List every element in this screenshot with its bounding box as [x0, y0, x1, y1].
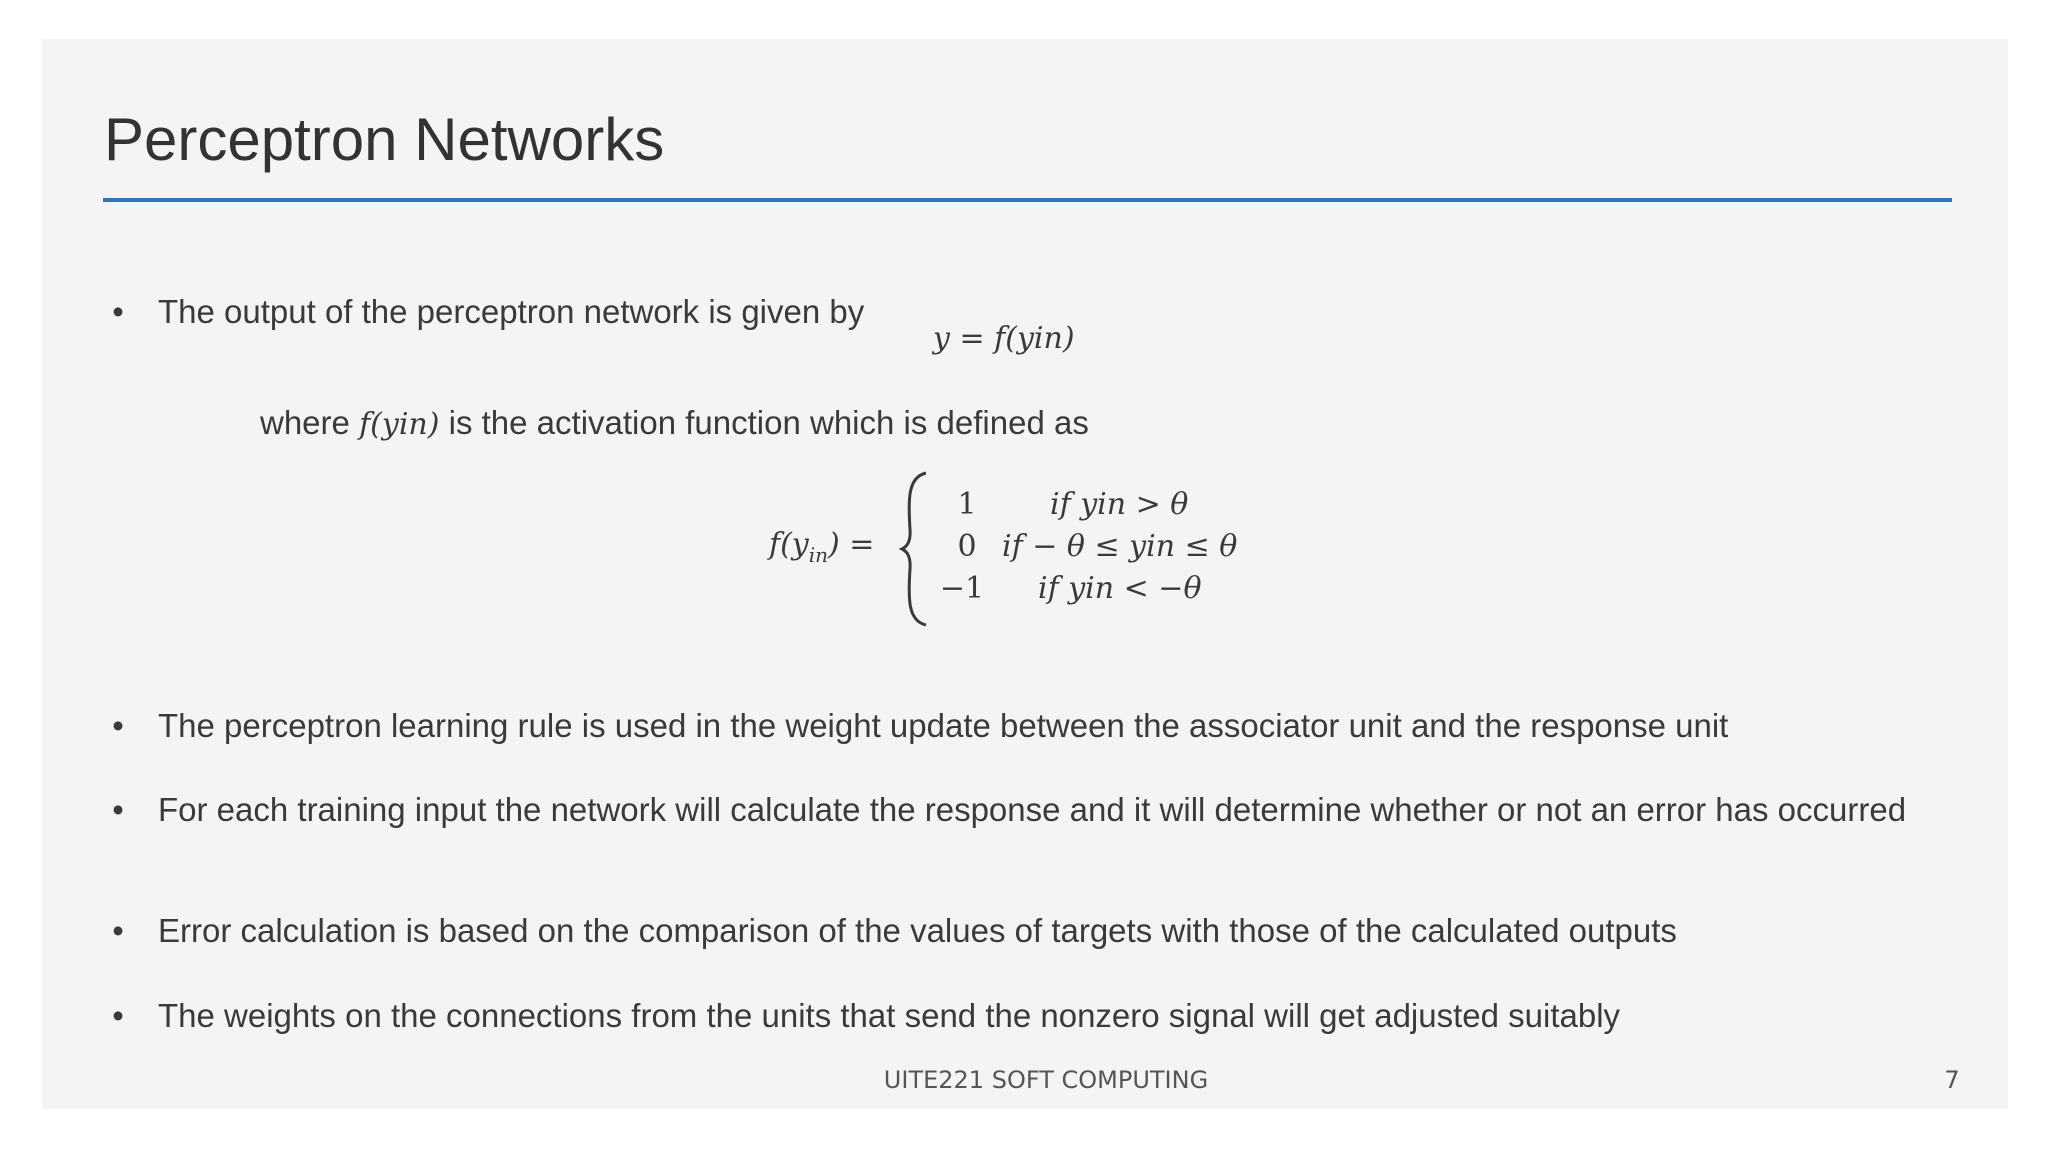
where-prefix: where	[260, 404, 350, 441]
bullet-text: The weights on the connections from the units that send the nonzero signal will get adjusted suitably	[158, 997, 1621, 1034]
piecewise-lhs-subscript: in	[808, 543, 829, 567]
where-suffix: is the activation function which is defined as	[448, 404, 1089, 441]
bullet-dot: •	[112, 997, 124, 1034]
bullet-text: For each training input the network will calculate the response and it will determine whether or not an error has occurred	[158, 791, 1907, 828]
title-underline	[103, 198, 1952, 202]
case-value: 0	[957, 529, 977, 564]
output-equation: y = f(yin)	[933, 321, 1075, 356]
case-condition: if − θ ≤ yin ≤ θ	[1002, 529, 1238, 564]
piecewise-lhs-main: f(y	[769, 527, 809, 562]
bullet-text: The output of the perceptron network is given by	[158, 293, 865, 330]
page-number: 7	[1944, 1066, 1960, 1094]
bullet-dot: •	[112, 707, 124, 744]
case-value: −1	[939, 571, 985, 606]
activation-definition-line	[260, 404, 1089, 442]
piecewise-lhs-end: ) =	[828, 527, 875, 562]
slide-title: Perceptron Networks	[104, 106, 665, 173]
slide	[42, 39, 2008, 1109]
bullet-dot: •	[112, 293, 124, 330]
where-math: f(yin)	[359, 407, 440, 442]
bullet-text: The perceptron learning rule is used in the weight update between the associator unit and the response unit	[158, 707, 1729, 744]
case-value: 1	[957, 487, 977, 522]
case-condition: if yin > θ	[1050, 487, 1189, 522]
bullet-dot: •	[112, 912, 124, 949]
bullet-text: Error calculation is based on the comparison of the values of targets with those of the calculated outputs	[158, 912, 1677, 949]
case-condition: if yin < −θ	[1038, 571, 1202, 606]
piecewise-lhs	[769, 527, 874, 567]
bullet-dot: •	[112, 791, 124, 828]
footer-course: UITE221 SOFT COMPUTING	[883, 1066, 1209, 1094]
